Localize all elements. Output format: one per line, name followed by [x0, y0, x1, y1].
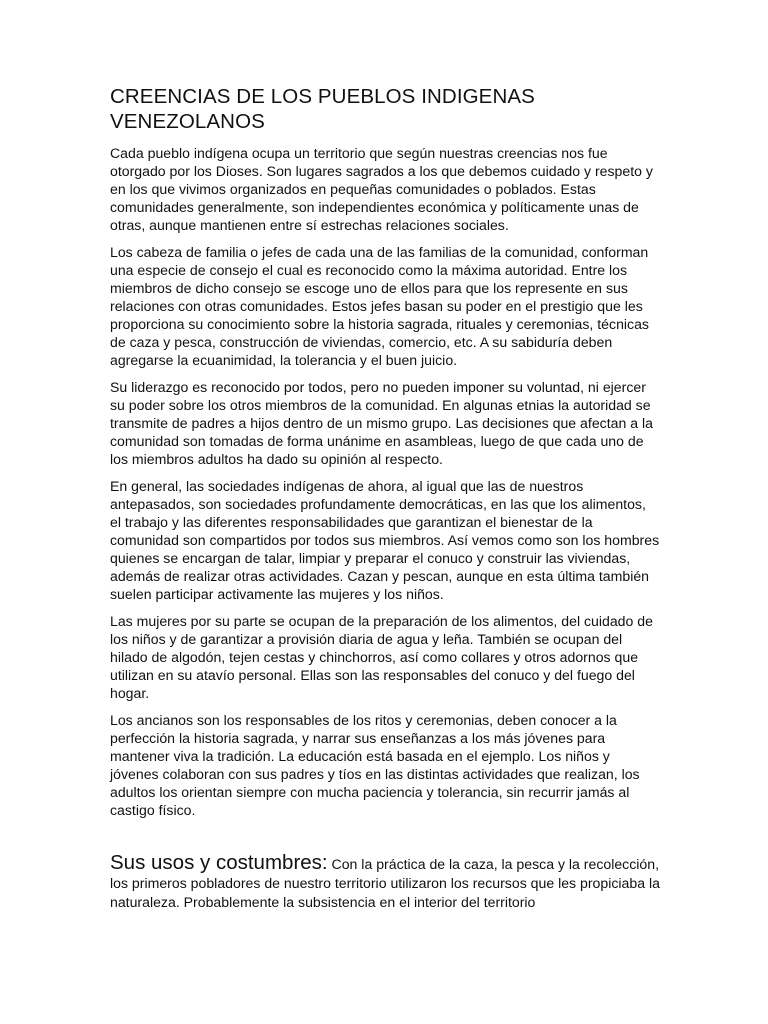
- title-line-1: CREENCIAS DE LOS PUEBLOS INDIGENAS: [110, 85, 535, 108]
- section-text: Con la práctica de la caza, la pesca y la recolección, los primeros pobladores de nuestro territorio utilizaron los recursos que les propiciaba la naturaleza. Probablemente la subsistencia en el interior del territorio: [110, 856, 660, 910]
- paragraph-4: En general, las sociedades indígenas de ahora, al igual que las de nuestros antepasados, son sociedades profundamente democráticas, en las que los alimentos, el trabajo y las diferentes responsabilidades que garantizan el bienestar de la comunidad son compartidos por todos sus miembros. Así vemos como son los hombres quienes se encargan de talar, limpiar y preparar el conuco y construir las viviendas, además de realizar otras actividades. Cazan y pescan, aunque en esta última también suelen participar activamente las mujeres y los niños.: [110, 478, 660, 602]
- paragraph-3: Su liderazgo es reconocido por todos, pero no pueden imponer su voluntad, ni ejercer su poder sobre los otros miembros de la comunidad. En algunas etnias la autoridad se transmite de padres a hijos dentro de un mismo grupo. Las decisiones que afectan a la comunidad son tomadas de forma unánime en asambleas, luego de que cada uno de los miembros adultos ha dado su opinión al respecto.: [110, 379, 653, 467]
- document-title: [110, 84, 660, 134]
- section-heading: Sus usos y costumbres:: [110, 851, 328, 874]
- paragraph-1: Cada pueblo indígena ocupa un territorio que según nuestras creencias nos fue otorgado por los Dioses. Son lugares sagrados a los que debemos cuidado y respeto y en los que vivimos organizados en pequeñas comunidades o poblados. Estas comunidades generalmente, son independientes económica y políticamente unas de otras, aunque mantienen entre sí estrechas relaciones sociales.: [110, 145, 653, 233]
- title-line-2: VENEZOLANOS: [110, 110, 265, 133]
- document-page: [110, 84, 660, 926]
- paragraph-5: Las mujeres por su parte se ocupan de la preparación de los alimentos, del cuidado de los niños y de garantizar a provisión diaria de agua y leña. También se ocupan del hilado de algodón, tejen cestas y chinchorros, así como collares y otros adornos que utilizan en su atavío personal. Ellas son las responsables del conuco y del fuego del hogar.: [110, 613, 653, 701]
- section-usos-costumbres: [110, 853, 660, 912]
- paragraph-6: Los ancianos son los responsables de los ritos y ceremonias, deben conocer a la perfección la historia sagrada, y narrar sus enseñanzas a los más jóvenes para mantener viva la tradición. La educación está basada en el ejemplo. Los niños y jóvenes colaboran con sus padres y tíos en las distintas actividades que realizan, los adultos los orientan siempre con mucha paciencia y tolerancia, sin recurrir jamás al castigo físico.: [110, 712, 640, 818]
- paragraph-2: Los cabeza de familia o jefes de cada una de las familias de la comunidad, conforman una especie de consejo el cual es reconocido como la máxima autoridad. Entre los miembros de dicho consejo se escoge uno de ellos para que los represente en sus relaciones con otras comunidades. Estos jefes basan su poder en el prestigio que les proporciona su conocimiento sobre la historia sagrada, rituales y ceremonias, técnicas de caza y pesca, construcción de viviendas, comercio, etc. A su sabiduría deben agregarse la ecuanimidad, la tolerancia y el buen juicio.: [110, 244, 649, 368]
